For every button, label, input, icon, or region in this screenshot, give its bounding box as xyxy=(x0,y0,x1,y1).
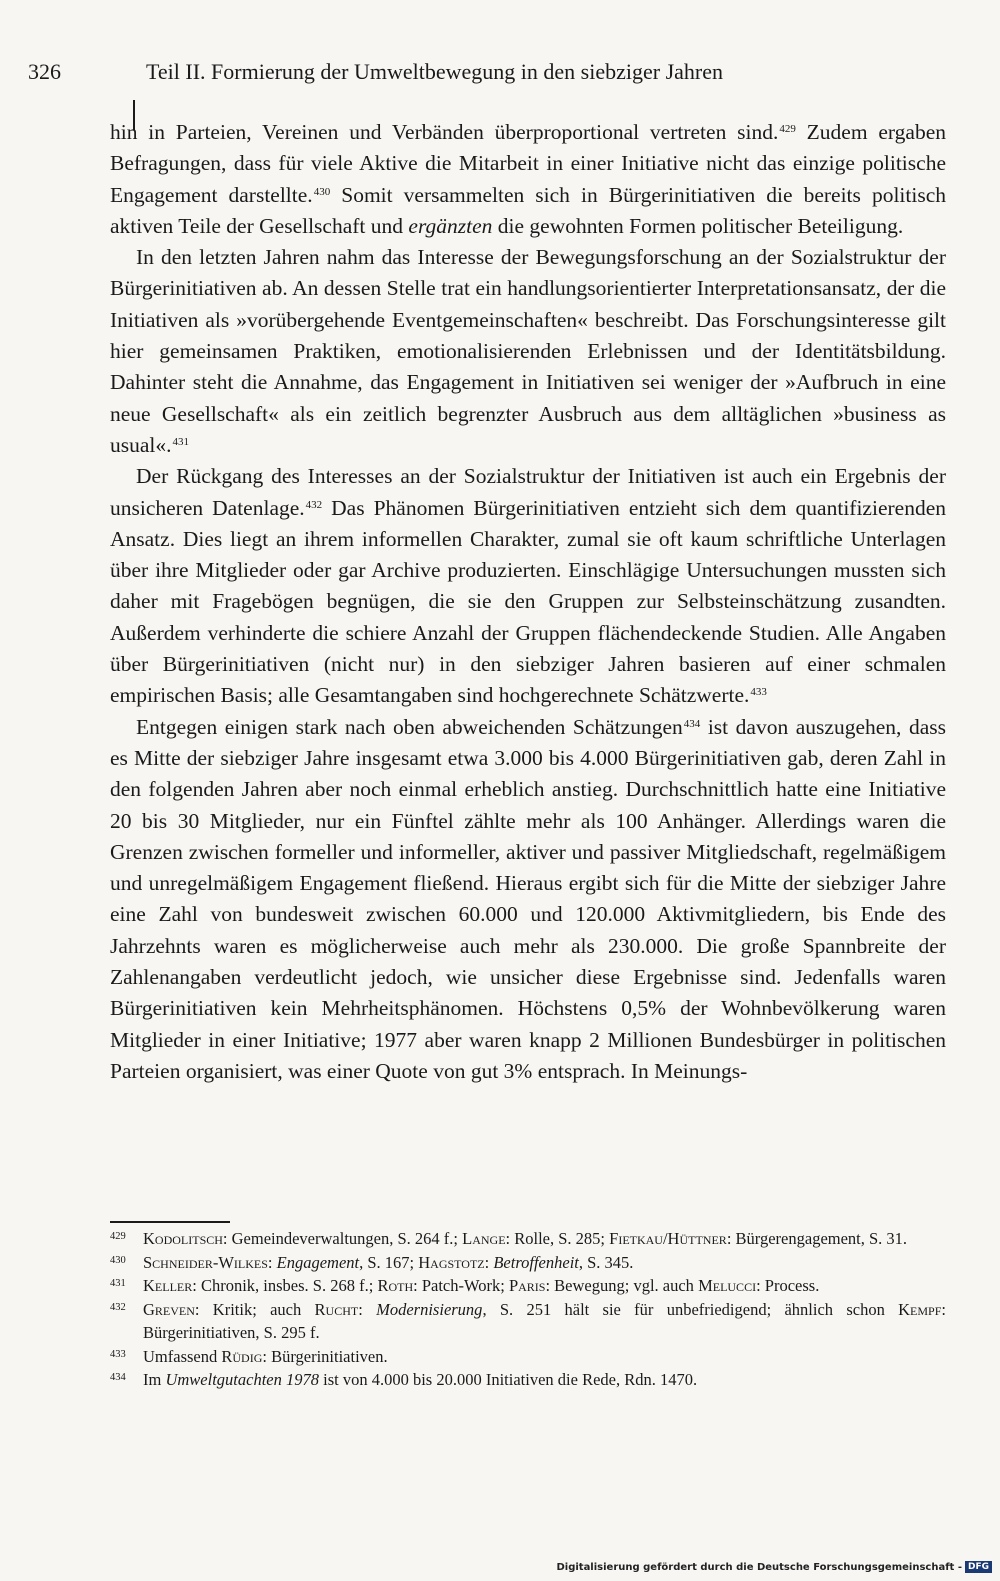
title-emphasis: Engagement xyxy=(276,1252,360,1272)
footnote-text: , S. 345. xyxy=(578,1252,634,1272)
footnotes xyxy=(110,1227,946,1392)
emphasis: ergänzten xyxy=(408,213,493,238)
author-name: Hagstotz xyxy=(418,1252,485,1272)
footnote-431 xyxy=(110,1274,946,1298)
footnote-text: : Patch-Work; xyxy=(413,1276,509,1295)
digitization-credit xyxy=(556,1557,992,1579)
footnote-ref-430[interactable]: 430 xyxy=(313,185,331,198)
footnote-text: : Process. xyxy=(756,1276,820,1295)
text-run: die gewohnten Formen politischer Beteiligung. xyxy=(492,213,904,238)
author-name: Melucci xyxy=(698,1276,757,1295)
author-name: Rüdig xyxy=(221,1346,263,1366)
paragraph-2 xyxy=(110,242,946,461)
footnote-number: 433 xyxy=(110,1348,126,1360)
paragraph-4 xyxy=(110,712,946,1088)
body-text xyxy=(110,117,946,1087)
author-name: Paris xyxy=(508,1276,546,1295)
footnote-ref-433[interactable]: 433 xyxy=(750,686,767,699)
author-name: Roth xyxy=(377,1276,414,1295)
footnote-text: Im xyxy=(143,1370,166,1389)
author-name: Kempf xyxy=(898,1299,942,1319)
text-run: In den letzten Jahren nahm das Interesse der Bewegungsforschung an der Sozialstruktur der Bürgerinitiativen ab. An dessen Stelle trat ein handlungsorientierter Interpretationsansatz, der die Initiativen als »vorübergehende Eventgemeinschaften« beschreibt. Das Forschungsinteresse gilt hier gemeinsamen Praktiken, emotionalisierenden Erlebnissen und der Identitätsbildung. Dahinter steht die Annahme, das Engagement in Initiativen sei weniger der »Aufbruch in eine neue Gesellschaft« als ein zeitlich begrenzter Ausbruch aus dem alltäglichen »business as usual«. xyxy=(110,245,946,457)
author-name: Rucht xyxy=(314,1299,359,1319)
footnote-number: 432 xyxy=(110,1301,126,1313)
text-run: Das Phänomen Bürgerinitiativen entzieht sich dem quantifizierenden Ansatz. Dies liegt an ihrem informellen Charakter, zumal sie oft kaum schriftliche Unterlagen über ihre Mitglieder oder gar Archive produzierten. Einschlägige Untersuchungen mussten sich daher mit Fragebögen begnügen, die sie den Gruppen zur Selbsteinschätzung zusandten. Außerdem verhinderte die schiere Anzahl der Gruppen flächendeckende Studien. Alle Angaben über Bürgerinitiativen (nicht nur) in den siebziger Jahren basieren auf einer schmalen empirischen Basis; alle Gesamtangaben sind hochgerechnete Schätzwerte. xyxy=(110,495,946,708)
running-header xyxy=(28,52,948,92)
footnote-ref-431[interactable]: 431 xyxy=(172,435,190,448)
footnote-text: ist von 4.000 bis 20.000 Initiativen die Rede, Rdn. 1470. xyxy=(319,1370,698,1389)
footnote-ref-432[interactable]: 432 xyxy=(305,498,323,511)
text-run: Der Rückgang des Interesses an der Sozialstruktur der Initiativen ist auch ein Ergebnis der unsicheren Datenlage. xyxy=(110,464,946,520)
text-run: Zudem ergaben Befragungen, dass für viele Aktive die Mitarbeit in einer Initiative nicht das einzige politische Engagement darstellte. xyxy=(110,120,946,207)
dfg-logo: DFG xyxy=(965,1561,992,1573)
footnote-number: 434 xyxy=(110,1372,126,1383)
footnote-text: : Bürgerinitiativen. xyxy=(262,1346,388,1366)
footnote-text: : Bürgerengagement, S. 31. xyxy=(726,1229,908,1248)
footnote-number: 429 xyxy=(110,1231,126,1242)
running-title: Teil II. Formierung der Umweltbewegung in den siebziger Jahren xyxy=(146,59,724,84)
footnote-434 xyxy=(110,1368,946,1392)
page-number: 326 xyxy=(28,59,61,84)
author-name: Greven xyxy=(143,1299,195,1319)
footnote-text: : xyxy=(484,1252,494,1272)
footnote-text: , S. 167; xyxy=(359,1252,419,1272)
author-name: Fietkau/Hüttner xyxy=(609,1229,727,1248)
text-run: Entgegen einigen stark nach oben abweichenden Schätzungen xyxy=(136,714,683,739)
footnote-text: Umfassend xyxy=(143,1346,222,1366)
footnote-text: : Gemeindeverwaltungen, S. 264 f.; xyxy=(222,1229,463,1248)
footnote-ref-434[interactable]: 434 xyxy=(683,717,701,730)
footnote-number: 430 xyxy=(110,1254,126,1266)
text-run: Somit versammelten sich in Bürgerinitiativen die bereits politisch aktiven Teile der Gesellschaft und xyxy=(110,182,946,238)
footnote-432 xyxy=(110,1298,946,1345)
paragraph-1 xyxy=(110,117,946,242)
author-name: Kodolitsch xyxy=(143,1229,223,1248)
footnote-text: : Kritik; auch xyxy=(194,1299,315,1319)
footnote-text: : Bürgerinitiativen, S. 295 f. xyxy=(143,1299,946,1342)
title-emphasis: Betroffenheit xyxy=(493,1252,579,1272)
footnote-text: : xyxy=(358,1299,377,1319)
footnote-ref-429[interactable]: 429 xyxy=(779,123,796,135)
footnote-430 xyxy=(110,1251,946,1275)
footnote-text: : Bewegung; vgl. auch xyxy=(545,1276,699,1295)
credit-text: Digitalisierung gefördert durch die Deutsche Forschungsgemeinschaft - xyxy=(556,1562,962,1573)
footnote-text: : Chronik, insbes. S. 268 f.; xyxy=(192,1276,378,1295)
title-emphasis: Umweltgutachten 1978 xyxy=(165,1370,319,1389)
author-name: Schneider-Wilkes xyxy=(143,1252,268,1272)
author-name: Lange xyxy=(462,1229,506,1248)
paragraph-3 xyxy=(110,461,946,711)
footnote-number: 431 xyxy=(110,1278,126,1289)
title-emphasis: Modernisierung xyxy=(376,1299,483,1319)
footnote-separator xyxy=(110,1221,230,1223)
text-run: hin in Parteien, Vereinen und Verbänden überproportional vertreten sind. xyxy=(110,120,779,144)
footnote-text: , S. 251 hält sie für unbefriedigend; ähnlich schon xyxy=(482,1299,899,1319)
footnote-429 xyxy=(110,1227,946,1251)
footnote-text: : xyxy=(267,1252,277,1272)
text-run: ist davon auszugehen, dass es Mitte der siebziger Jahre insgesamt etwa 3.000 bis 4.000 Bürgerinitiativen gab, deren Zahl in den folgenden Jahren aber noch einmal erheblich anstieg. Durchschnittlich hatte eine Initiative 20 bis 30 Mitglieder, nur ein Fünftel zählte mehr als 100 Anhänger. Allerdings waren die Grenzen zwischen formeller und informeller, aktiver und passiver Mitgliedschaft, regelmäßigem und unregelmäßigem Engagement fließend. Hieraus ergibt sich für die Mitte der siebziger Jahre eine Zahl von bundesweit zwischen 60.000 und 120.000 Aktivmitgliedern, bis Ende des Jahrzehnts waren es möglicherweise auch mehr als 230.000. Die große Spannbreite der Zahlenangaben verdeutlicht jedoch, wie unsicher diese Ergebnisse sind. Jedenfalls waren Bürgerinitiativen kein Mehrheitsphänomen. Höchstens 0,5% der Wohnbevölkerung waren Mitglieder in einer Initiative; 1977 aber waren knapp 2 Millionen Bundesbürger in politischen Parteien organisiert, was einer Quote von gut 3% entsprach. In Meinungs- xyxy=(110,714,947,1083)
author-name: Keller xyxy=(143,1276,193,1295)
footnote-text: : Rolle, S. 285; xyxy=(505,1229,610,1248)
footnote-433 xyxy=(110,1345,946,1369)
